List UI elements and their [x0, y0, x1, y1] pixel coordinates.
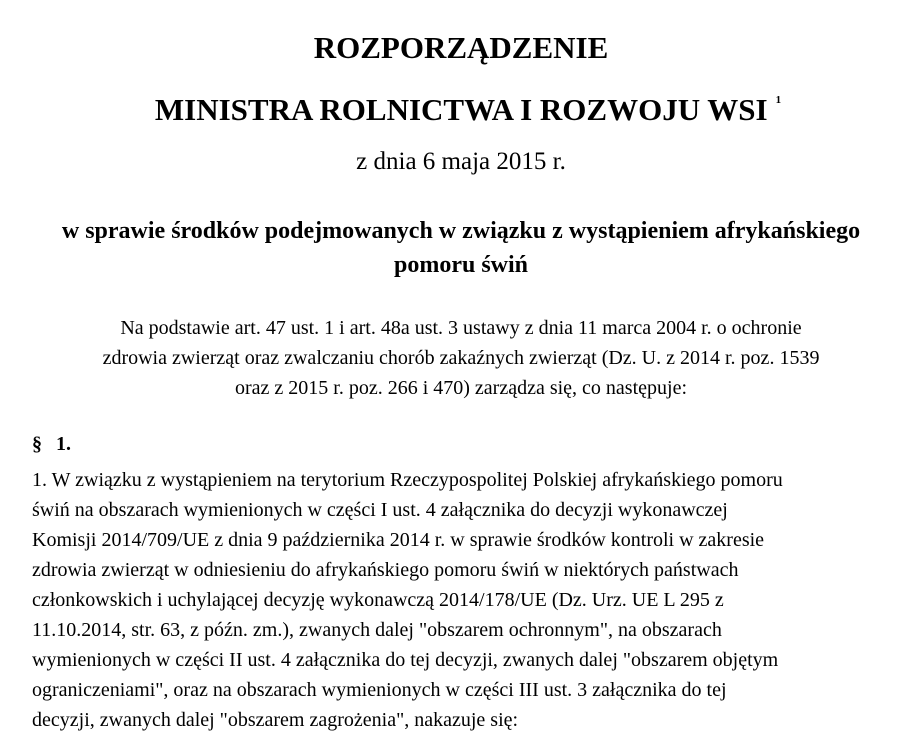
paragraph-line: członkowskich i uchylającej decyzję wykonawczą 2014/178/UE (Dz. Urz. UE L 295 z: [32, 589, 724, 611]
paragraph-line: wymienionych w części II ust. 4 załącznika do tej decyzji, zwanych dalej "obszarem objętym: [32, 649, 779, 671]
legal-basis-line: zdrowia zwierząt oraz zwalczaniu chorób zakaźnych zwierząt (Dz. U. z 2014 r. poz. 1539: [102, 347, 820, 369]
title-line-2: [14, 74, 922, 136]
paragraph-line: decyzji, zwanych dalej "obszarem zagrożenia", nakazuje się:: [32, 709, 519, 731]
title-line-2-text: MINISTRA ROLNICTWA I ROZWOJU WSI: [154, 92, 768, 127]
regulation-date: z dnia 6 maja 2015 r.: [356, 148, 566, 175]
paragraph-line: 11.10.2014, str. 63, z późn. zm.), zwanych dalej "obszarem ochronnym", na obszarach: [32, 619, 722, 641]
paragraph-line: 1. W związku z wystąpieniem na terytorium Rzeczypospolitej Polskiej afrykańskiego pomoru: [32, 469, 783, 491]
legal-basis-line: Na podstawie art. 47 ust. 1 i art. 48a ust. 3 ustawy z dnia 11 marca 2004 r. o ochronie: [120, 317, 802, 339]
legal-basis-line: oraz z 2015 r. poz. 266 i 470) zarządza się, co następuje:: [234, 377, 688, 399]
section-symbol: §: [32, 433, 42, 455]
paragraph-line: ograniczeniami", oraz na obszarach wymienionych w części III ust. 3 załącznika do tej: [32, 679, 727, 701]
legal-basis: [30, 313, 892, 403]
footnote-marker[interactable]: 1: [775, 94, 782, 106]
title-line-1: ROZPORZĄDZENIE: [313, 30, 609, 65]
section-heading: [32, 430, 71, 458]
regulation-title: [0, 22, 922, 136]
regulation-subject: w sprawie środków podejmowanych w związku z wystąpieniem afrykańskiego pomoru świń: [61, 218, 861, 278]
section-paragraph: [32, 465, 892, 735]
paragraph-line: Komisji 2014/709/UE z dnia 9 października 2014 r. w sprawie środków kontroli w zakresie: [32, 529, 765, 551]
paragraph-line: zdrowia zwierząt w odniesieniu do afrykańskiego pomoru świń w niektórych państwach: [32, 559, 739, 581]
paragraph-line: świń na obszarach wymienionych w części I ust. 4 załącznika do decyzji wykonawczej: [32, 499, 728, 521]
section-number: 1.: [56, 433, 71, 455]
